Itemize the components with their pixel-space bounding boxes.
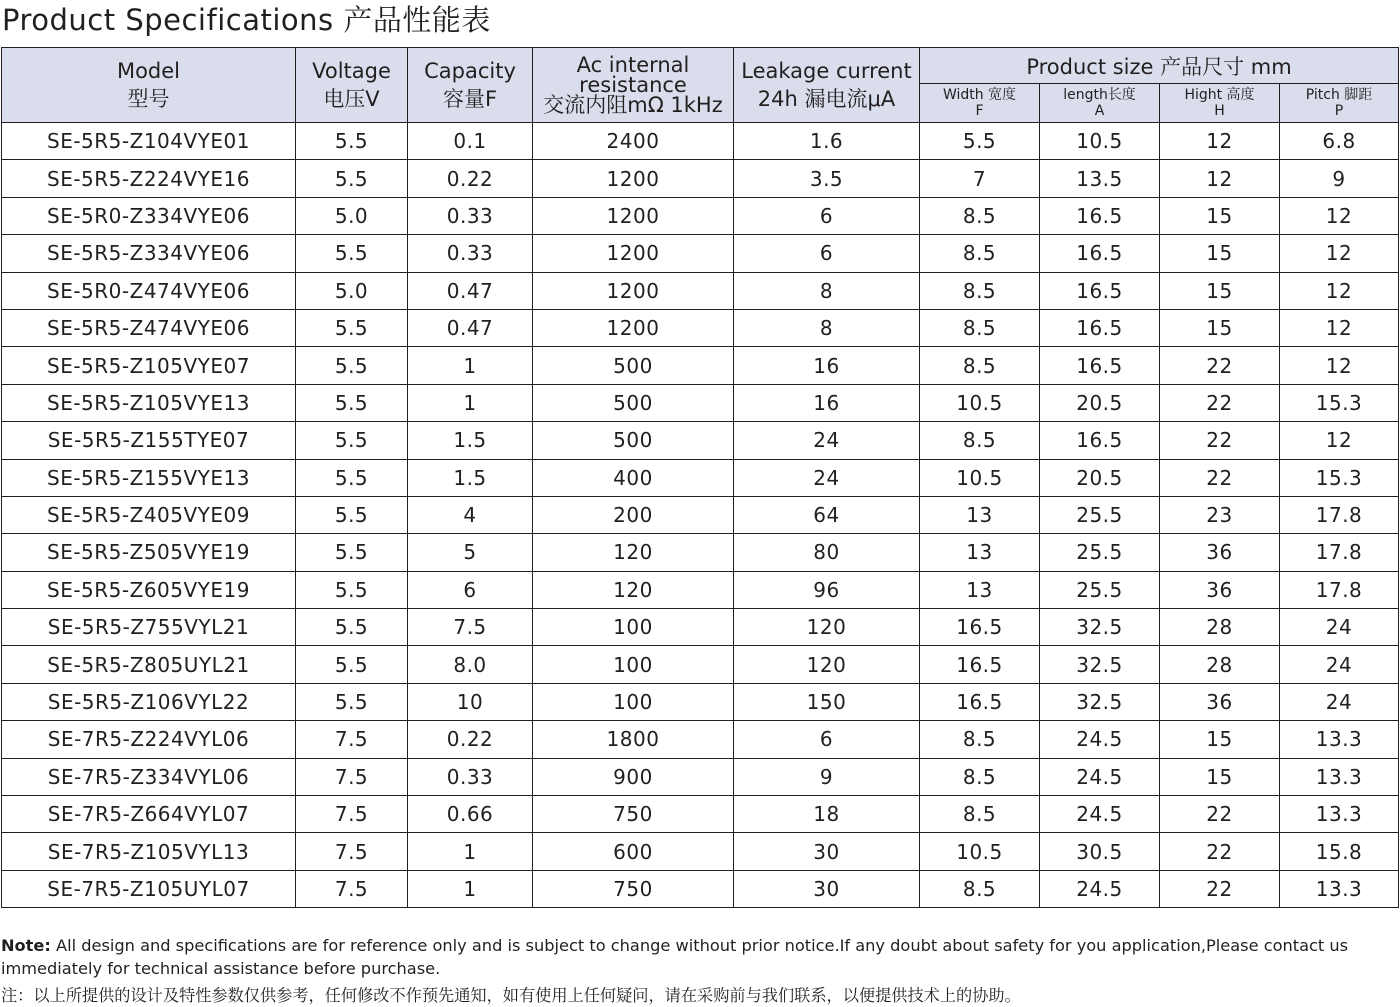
cell-ac-resistance: 1200 — [533, 197, 734, 234]
cell-hight: 15 — [1160, 272, 1280, 309]
cell-capacity: 0.22 — [408, 721, 533, 758]
cell-capacity: 7.5 — [408, 609, 533, 646]
cell-leakage-current: 16 — [734, 384, 920, 421]
cell-width: 10.5 — [920, 459, 1040, 496]
header-leakage — [734, 48, 920, 123]
cell-hight: 22 — [1160, 422, 1280, 459]
cell-capacity: 1.5 — [408, 422, 533, 459]
cell-ac-resistance: 750 — [533, 796, 734, 833]
cell-model: SE-5R5-Z405VYE09 — [2, 496, 296, 533]
cell-ac-resistance: 120 — [533, 571, 734, 608]
cell-width: 8.5 — [920, 309, 1040, 346]
cell-ac-resistance: 200 — [533, 496, 734, 533]
cell-length: 20.5 — [1040, 384, 1160, 421]
cell-leakage-current: 6 — [734, 235, 920, 272]
cell-leakage-current: 9 — [734, 758, 920, 795]
table-row — [2, 309, 1399, 346]
cell-ac-resistance: 100 — [533, 683, 734, 720]
cell-hight: 15 — [1160, 758, 1280, 795]
cell-voltage: 5.0 — [296, 272, 408, 309]
cell-capacity: 0.33 — [408, 235, 533, 272]
cell-leakage-current: 80 — [734, 534, 920, 571]
header-leakage-en: Leakage current — [741, 59, 912, 83]
cell-model: SE-5R0-Z474VYE06 — [2, 272, 296, 309]
cell-length: 24.5 — [1040, 721, 1160, 758]
cell-length: 16.5 — [1040, 347, 1160, 384]
table-row — [2, 272, 1399, 309]
cell-length: 24.5 — [1040, 870, 1160, 907]
cell-model: SE-7R5-Z105UYL07 — [2, 870, 296, 907]
cell-width: 16.5 — [920, 683, 1040, 720]
cell-ac-resistance: 500 — [533, 384, 734, 421]
cell-hight: 22 — [1160, 833, 1280, 870]
header-capacity-en: Capacity — [424, 59, 516, 83]
note-english — [1, 934, 1397, 980]
cell-hight: 28 — [1160, 646, 1280, 683]
cell-voltage: 5.5 — [296, 123, 408, 160]
cell-pitch: 12 — [1280, 272, 1399, 309]
cell-width: 8.5 — [920, 796, 1040, 833]
cell-width: 8.5 — [920, 272, 1040, 309]
table-row — [2, 721, 1399, 758]
cell-model: SE-5R5-Z104VYE01 — [2, 123, 296, 160]
cell-length: 32.5 — [1040, 683, 1160, 720]
cell-pitch: 24 — [1280, 609, 1399, 646]
cell-capacity: 0.33 — [408, 197, 533, 234]
cell-pitch: 17.8 — [1280, 496, 1399, 533]
cell-hight: 15 — [1160, 309, 1280, 346]
cell-capacity: 1 — [408, 870, 533, 907]
cell-leakage-current: 8 — [734, 272, 920, 309]
table-row — [2, 384, 1399, 421]
cell-leakage-current: 30 — [734, 833, 920, 870]
table-header — [2, 48, 1399, 123]
cell-length: 13.5 — [1040, 160, 1160, 197]
cell-width: 8.5 — [920, 197, 1040, 234]
header-length-symbol: A — [1094, 103, 1105, 119]
cell-model: SE-5R5-Z505VYE19 — [2, 534, 296, 571]
cell-voltage: 7.5 — [296, 870, 408, 907]
header-ac-resistance — [533, 48, 734, 123]
cell-capacity: 0.1 — [408, 123, 533, 160]
cell-hight: 36 — [1160, 683, 1280, 720]
cell-model: SE-7R5-Z664VYL07 — [2, 796, 296, 833]
header-model-en: Model — [116, 59, 181, 83]
cell-hight: 15 — [1160, 197, 1280, 234]
cell-hight: 23 — [1160, 496, 1280, 533]
cell-length: 16.5 — [1040, 422, 1160, 459]
cell-width: 8.5 — [920, 721, 1040, 758]
cell-width: 10.5 — [920, 384, 1040, 421]
cell-length: 25.5 — [1040, 496, 1160, 533]
cell-capacity: 0.66 — [408, 796, 533, 833]
cell-voltage: 5.5 — [296, 160, 408, 197]
table-row — [2, 758, 1399, 795]
header-length-label: length长度 — [1063, 87, 1136, 103]
cell-leakage-current: 64 — [734, 496, 920, 533]
cell-hight: 22 — [1160, 796, 1280, 833]
cell-pitch: 6.8 — [1280, 123, 1399, 160]
table-row — [2, 123, 1399, 160]
cell-length: 20.5 — [1040, 459, 1160, 496]
cell-width: 13 — [920, 534, 1040, 571]
table-row — [2, 609, 1399, 646]
header-width — [920, 84, 1040, 123]
cell-width: 7 — [920, 160, 1040, 197]
table-body — [2, 123, 1399, 908]
cell-leakage-current: 1.6 — [734, 123, 920, 160]
cell-leakage-current: 120 — [734, 609, 920, 646]
cell-capacity: 0.22 — [408, 160, 533, 197]
cell-ac-resistance: 1200 — [533, 309, 734, 346]
cell-width: 13 — [920, 571, 1040, 608]
cell-width: 8.5 — [920, 870, 1040, 907]
header-leakage-zh: 24h 漏电流μA — [757, 87, 896, 111]
cell-capacity: 0.47 — [408, 272, 533, 309]
cell-model: SE-5R5-Z105VYE13 — [2, 384, 296, 421]
table-row — [2, 160, 1399, 197]
cell-voltage: 5.5 — [296, 347, 408, 384]
cell-ac-resistance: 500 — [533, 347, 734, 384]
cell-pitch: 24 — [1280, 646, 1399, 683]
cell-voltage: 5.5 — [296, 534, 408, 571]
cell-ac-resistance: 900 — [533, 758, 734, 795]
cell-capacity: 10 — [408, 683, 533, 720]
header-ac-resistance-en1: Ac internal — [576, 53, 690, 77]
cell-model: SE-5R5-Z474VYE06 — [2, 309, 296, 346]
cell-pitch: 15.3 — [1280, 459, 1399, 496]
cell-capacity: 1 — [408, 384, 533, 421]
cell-ac-resistance: 1800 — [533, 721, 734, 758]
cell-leakage-current: 120 — [734, 646, 920, 683]
cell-leakage-current: 30 — [734, 870, 920, 907]
cell-hight: 22 — [1160, 384, 1280, 421]
header-width-label: Width 宽度 — [942, 87, 1017, 103]
cell-model: SE-5R5-Z155TYE07 — [2, 422, 296, 459]
cell-pitch: 9 — [1280, 160, 1399, 197]
cell-model: SE-7R5-Z334VYL06 — [2, 758, 296, 795]
table-row — [2, 870, 1399, 907]
cell-pitch: 12 — [1280, 235, 1399, 272]
header-pitch-symbol: P — [1334, 103, 1344, 119]
cell-voltage: 5.5 — [296, 459, 408, 496]
cell-length: 24.5 — [1040, 796, 1160, 833]
page-title: Product Specifications 产品性能表 — [2, 3, 491, 37]
header-voltage — [296, 48, 408, 123]
header-product-size: Product size 产品尺寸 mm — [920, 48, 1399, 84]
table-row — [2, 833, 1399, 870]
cell-width: 8.5 — [920, 422, 1040, 459]
cell-hight: 36 — [1160, 571, 1280, 608]
cell-width: 8.5 — [920, 758, 1040, 795]
cell-capacity: 0.47 — [408, 309, 533, 346]
cell-pitch: 13.3 — [1280, 721, 1399, 758]
header-ac-resistance-zh: 交流内阻mΩ 1kHz — [543, 93, 723, 117]
cell-leakage-current: 24 — [734, 422, 920, 459]
table-row — [2, 683, 1399, 720]
cell-voltage: 5.5 — [296, 609, 408, 646]
cell-voltage: 5.5 — [296, 646, 408, 683]
cell-ac-resistance: 1200 — [533, 235, 734, 272]
cell-width: 5.5 — [920, 123, 1040, 160]
cell-model: SE-5R5-Z805UYL21 — [2, 646, 296, 683]
cell-ac-resistance: 100 — [533, 646, 734, 683]
cell-pitch: 12 — [1280, 347, 1399, 384]
notes-section — [1, 934, 1397, 1007]
cell-model: SE-7R5-Z224VYL06 — [2, 721, 296, 758]
cell-ac-resistance: 750 — [533, 870, 734, 907]
cell-length: 25.5 — [1040, 534, 1160, 571]
spec-table — [1, 47, 1399, 908]
header-width-symbol: F — [975, 103, 984, 119]
header-voltage-zh: 电压V — [323, 87, 380, 111]
cell-hight: 22 — [1160, 347, 1280, 384]
cell-length: 16.5 — [1040, 309, 1160, 346]
note-text: All design and specifications are for reference only and is subject to change without prior notice.If any doubt about safety for you application,Please contact us immediately for technical assistance before purchase. — [1, 936, 1349, 978]
cell-ac-resistance: 1200 — [533, 272, 734, 309]
note-label: Note: — [1, 936, 51, 955]
cell-leakage-current: 18 — [734, 796, 920, 833]
cell-leakage-current: 150 — [734, 683, 920, 720]
cell-pitch: 13.3 — [1280, 796, 1399, 833]
header-voltage-en: Voltage — [312, 59, 391, 83]
cell-model: SE-5R5-Z605VYE19 — [2, 571, 296, 608]
table-row — [2, 496, 1399, 533]
header-pitch — [1280, 84, 1399, 123]
cell-leakage-current: 3.5 — [734, 160, 920, 197]
cell-pitch: 13.3 — [1280, 758, 1399, 795]
table-row — [2, 422, 1399, 459]
cell-capacity: 1 — [408, 347, 533, 384]
cell-pitch: 12 — [1280, 309, 1399, 346]
table-row — [2, 534, 1399, 571]
header-hight — [1160, 84, 1280, 123]
cell-voltage: 7.5 — [296, 833, 408, 870]
cell-voltage: 5.5 — [296, 422, 408, 459]
table-row — [2, 235, 1399, 272]
cell-pitch: 17.8 — [1280, 571, 1399, 608]
cell-model: SE-5R5-Z755VYL21 — [2, 609, 296, 646]
cell-leakage-current: 16 — [734, 347, 920, 384]
cell-hight: 15 — [1160, 721, 1280, 758]
header-hight-symbol: H — [1214, 103, 1225, 119]
cell-voltage: 5.5 — [296, 496, 408, 533]
cell-capacity: 8.0 — [408, 646, 533, 683]
cell-hight: 36 — [1160, 534, 1280, 571]
cell-hight: 12 — [1160, 123, 1280, 160]
cell-pitch: 15.3 — [1280, 384, 1399, 421]
cell-hight: 22 — [1160, 870, 1280, 907]
cell-capacity: 5 — [408, 534, 533, 571]
cell-pitch: 17.8 — [1280, 534, 1399, 571]
cell-ac-resistance: 120 — [533, 534, 734, 571]
table-row — [2, 197, 1399, 234]
cell-capacity: 0.33 — [408, 758, 533, 795]
cell-voltage: 7.5 — [296, 721, 408, 758]
cell-voltage: 5.5 — [296, 384, 408, 421]
cell-ac-resistance: 600 — [533, 833, 734, 870]
table-row — [2, 459, 1399, 496]
cell-voltage: 5.5 — [296, 571, 408, 608]
cell-width: 8.5 — [920, 235, 1040, 272]
cell-ac-resistance: 500 — [533, 422, 734, 459]
table-row — [2, 796, 1399, 833]
header-hight-label: Hight 高度 — [1184, 87, 1255, 103]
cell-width: 16.5 — [920, 646, 1040, 683]
cell-ac-resistance: 1200 — [533, 160, 734, 197]
cell-hight: 12 — [1160, 160, 1280, 197]
cell-voltage: 5.0 — [296, 197, 408, 234]
cell-capacity: 4 — [408, 496, 533, 533]
cell-length: 32.5 — [1040, 609, 1160, 646]
cell-model: SE-5R5-Z155VYE13 — [2, 459, 296, 496]
cell-pitch: 15.8 — [1280, 833, 1399, 870]
cell-capacity: 1 — [408, 833, 533, 870]
cell-capacity: 6 — [408, 571, 533, 608]
cell-ac-resistance: 100 — [533, 609, 734, 646]
cell-voltage: 7.5 — [296, 758, 408, 795]
cell-ac-resistance: 400 — [533, 459, 734, 496]
cell-length: 32.5 — [1040, 646, 1160, 683]
cell-width: 13 — [920, 496, 1040, 533]
cell-ac-resistance: 2400 — [533, 123, 734, 160]
cell-pitch: 24 — [1280, 683, 1399, 720]
table-row — [2, 347, 1399, 384]
cell-voltage: 5.5 — [296, 683, 408, 720]
cell-model: SE-5R5-Z224VYE16 — [2, 160, 296, 197]
header-capacity — [408, 48, 533, 123]
cell-voltage: 5.5 — [296, 235, 408, 272]
cell-length: 16.5 — [1040, 235, 1160, 272]
cell-voltage: 5.5 — [296, 309, 408, 346]
cell-leakage-current: 6 — [734, 721, 920, 758]
cell-length: 10.5 — [1040, 123, 1160, 160]
cell-leakage-current: 96 — [734, 571, 920, 608]
cell-width: 8.5 — [920, 347, 1040, 384]
cell-model: SE-5R5-Z334VYE06 — [2, 235, 296, 272]
cell-hight: 28 — [1160, 609, 1280, 646]
table-row — [2, 646, 1399, 683]
cell-length: 25.5 — [1040, 571, 1160, 608]
table-row — [2, 571, 1399, 608]
note-chinese: 注：以上所提供的设计及特性参数仅供参考，任何修改不作预先通知，如有使用上任何疑问，请在采购前与我们联系，以便提供技术上的协助。 — [1, 986, 1021, 1005]
header-model — [2, 48, 296, 123]
cell-hight: 22 — [1160, 459, 1280, 496]
cell-width: 10.5 — [920, 833, 1040, 870]
cell-length: 30.5 — [1040, 833, 1160, 870]
cell-pitch: 12 — [1280, 422, 1399, 459]
header-model-zh: 型号 — [127, 87, 170, 111]
cell-length: 16.5 — [1040, 272, 1160, 309]
cell-pitch: 13.3 — [1280, 870, 1399, 907]
cell-model: SE-5R0-Z334VYE06 — [2, 197, 296, 234]
cell-leakage-current: 24 — [734, 459, 920, 496]
header-pitch-label: Pitch 脚距 — [1305, 87, 1373, 103]
cell-leakage-current: 6 — [734, 197, 920, 234]
cell-capacity: 1.5 — [408, 459, 533, 496]
cell-pitch: 12 — [1280, 197, 1399, 234]
cell-model: SE-5R5-Z106VYL22 — [2, 683, 296, 720]
cell-model: SE-5R5-Z105VYE07 — [2, 347, 296, 384]
header-ac-resistance-en2: resistance — [579, 73, 687, 97]
cell-leakage-current: 8 — [734, 309, 920, 346]
cell-hight: 15 — [1160, 235, 1280, 272]
cell-model: SE-7R5-Z105VYL13 — [2, 833, 296, 870]
cell-length: 24.5 — [1040, 758, 1160, 795]
header-length — [1040, 84, 1160, 123]
cell-voltage: 7.5 — [296, 796, 408, 833]
cell-length: 16.5 — [1040, 197, 1160, 234]
header-capacity-zh: 容量F — [442, 87, 498, 111]
cell-width: 16.5 — [920, 609, 1040, 646]
